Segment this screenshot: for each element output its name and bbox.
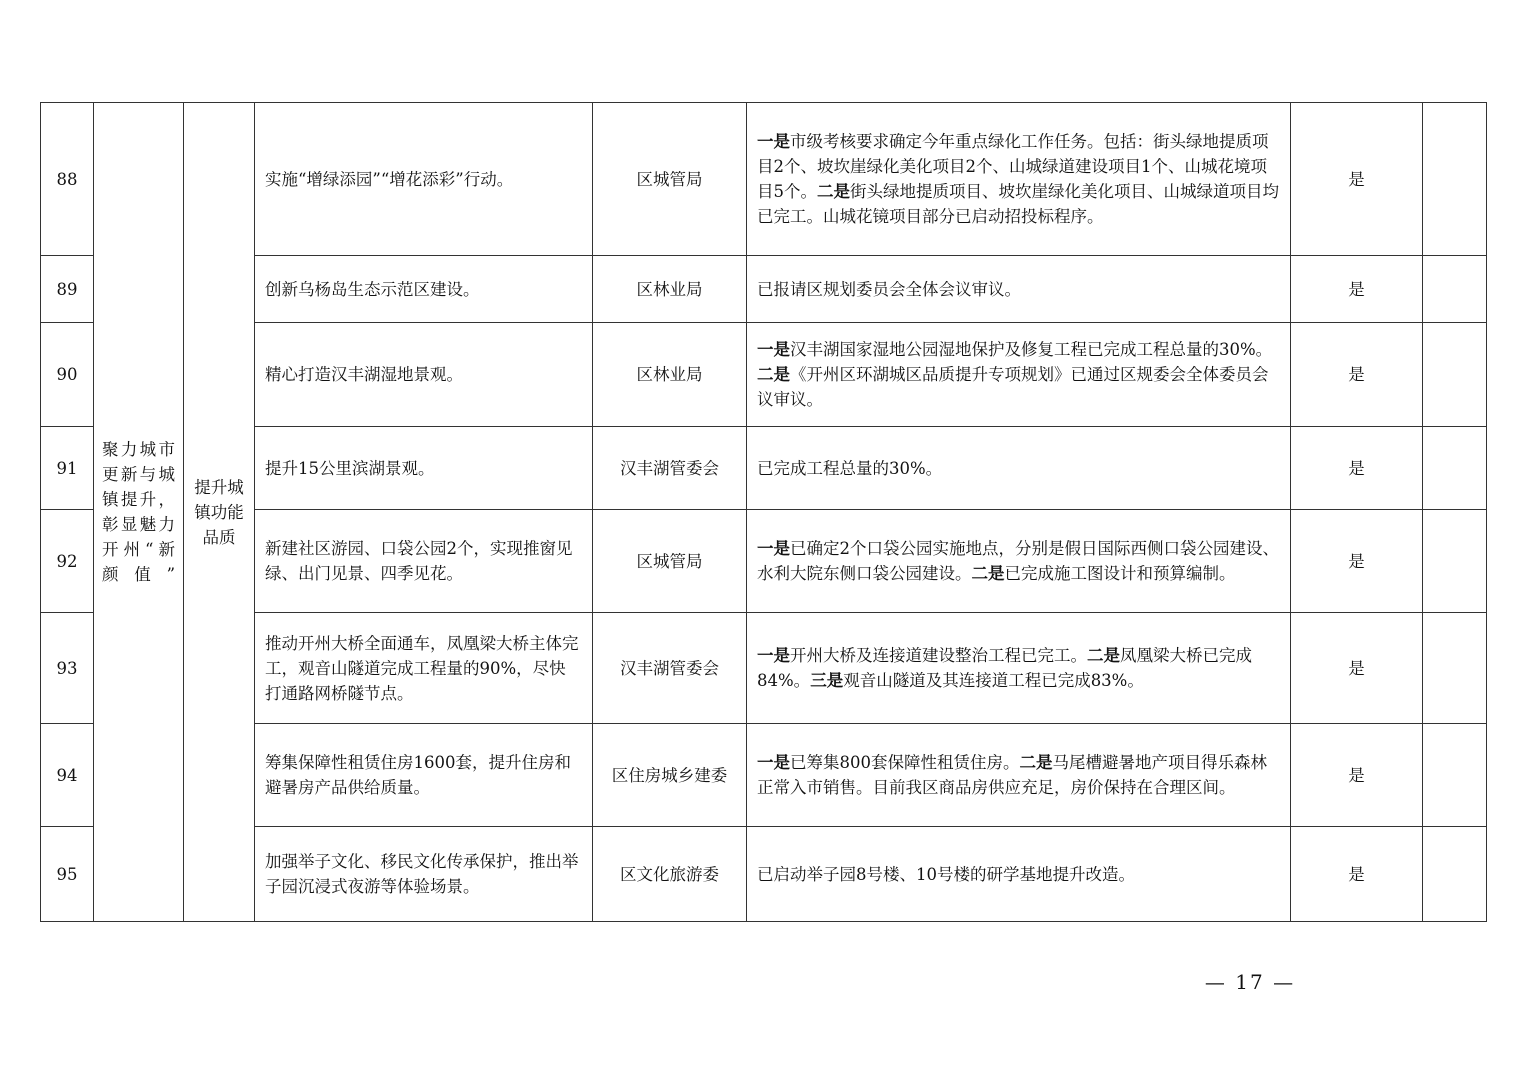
completed-cell: 是: [1291, 256, 1423, 323]
completed-cell: 是: [1291, 103, 1423, 256]
progress-cell: [747, 827, 1291, 922]
department-cell: 区城管局: [593, 103, 747, 256]
row-number: 89: [41, 256, 94, 323]
remark-cell: [1423, 827, 1487, 922]
task-cell: 实施“增绿添园”“增花添彩”行动。: [255, 103, 593, 256]
remark-cell: [1423, 613, 1487, 724]
table-row: [41, 427, 1487, 510]
task-cell: 新建社区游园、口袋公园2个，实现推窗见绿、出门见景、四季见花。: [255, 510, 593, 613]
department-cell: 区城管局: [593, 510, 747, 613]
completed-cell: 是: [1291, 827, 1423, 922]
progress-key: 一是: [757, 132, 790, 151]
progress-key: 二是: [1019, 753, 1053, 772]
category-cell: 聚力城市更新与城镇提升，彰显魅力开州“新颜值”: [94, 103, 184, 922]
progress-key: 二是: [1087, 646, 1120, 665]
progress-cell: [747, 323, 1291, 427]
completed-cell: 是: [1291, 613, 1423, 724]
department-cell: 区文化旅游委: [593, 827, 747, 922]
completed-cell: 是: [1291, 323, 1423, 427]
progress-key: 一是: [757, 340, 790, 359]
progress-key: 二是: [971, 564, 1005, 583]
department-cell: 区林业局: [593, 256, 747, 323]
progress-text: 已完成工程总量的30%。: [757, 458, 943, 478]
progress-text: 开州大桥及连接道建设整治工程已完工。: [790, 646, 1087, 665]
table-row: [41, 510, 1487, 613]
remark-cell: [1423, 724, 1487, 827]
progress-text: 《开州区环湖城区品质提升专项规划》已通过区规委会全体委员会议审议。: [757, 365, 1269, 409]
progress-key: 三是: [810, 671, 844, 690]
department-cell: 区住房城乡建委: [593, 724, 747, 827]
row-number: 91: [41, 427, 94, 510]
table-row: [41, 323, 1487, 427]
table-row: [41, 827, 1487, 922]
completed-cell: 是: [1291, 427, 1423, 510]
progress-cell: [747, 724, 1291, 827]
progress-key: 一是: [757, 753, 790, 772]
row-number: 88: [41, 103, 94, 256]
progress-text: 街头绿地提质项目、坡坎崖绿化美化项目、山城绿道项目均已完工。山城花镜项目部分已启动招投标程序。: [757, 182, 1279, 226]
row-number: 92: [41, 510, 94, 613]
table-row: [41, 103, 1487, 256]
table-row: [41, 613, 1487, 724]
row-number: 94: [41, 724, 94, 827]
progress-cell: [747, 103, 1291, 256]
completed-cell: 是: [1291, 724, 1423, 827]
task-cell: 提升15公里滨湖景观。: [255, 427, 593, 510]
remark-cell: [1423, 510, 1487, 613]
department-cell: 汉丰湖管委会: [593, 427, 747, 510]
task-cell: 加强举子文化、移民文化传承保护，推出举子园沉浸式夜游等体验场景。: [255, 827, 593, 922]
table-row: [41, 256, 1487, 323]
row-number: 95: [41, 827, 94, 922]
progress-text: 市级考核要求确定今年重点绿化工作任务。包括：街头绿地提质项目2个、坡坎崖绿化美化项目2个、山城绿道建设项目1个、山城花境项目5个。: [757, 132, 1269, 201]
remark-cell: [1423, 103, 1487, 256]
progress-text: 已启动举子园8号楼、10号楼的研学基地提升改造。: [757, 864, 1135, 884]
progress-text: 已报请区规划委员会全体会议审议。: [757, 279, 1021, 299]
task-cell: 创新乌杨岛生态示范区建设。: [255, 256, 593, 323]
progress-key: 二是: [757, 365, 790, 384]
progress-cell: [747, 256, 1291, 323]
department-cell: 汉丰湖管委会: [593, 613, 747, 724]
progress-cell: [747, 613, 1291, 724]
data-table: [40, 102, 1487, 922]
table-row: [41, 724, 1487, 827]
progress-text: 马尾槽避暑地产项目得乐森林正常入市销售。目前我区商品房供应充足，房价保持在合理区间。: [757, 753, 1267, 797]
progress-text: 已确定2个口袋公园实施地点，分别是假日国际西侧口袋公园建设、水利大院东侧口袋公园建设。: [757, 539, 1279, 583]
task-cell: 推动开州大桥全面通车，凤凰梁大桥主体完工，观音山隧道完成工程量的90%，尽快打通路网桥隧节点。: [255, 613, 593, 724]
subcategory-cell: 提升城镇功能品质: [184, 103, 255, 922]
progress-key: 一是: [757, 539, 790, 558]
progress-text: 凤凰梁大桥已完成84%。: [757, 646, 1252, 690]
progress-text: 已筹集800套保障性租赁住房。: [790, 753, 1020, 772]
progress-key: 一是: [757, 646, 790, 665]
completed-cell: 是: [1291, 510, 1423, 613]
progress-cell: [747, 510, 1291, 613]
progress-key: 二是: [817, 182, 850, 201]
progress-text: 已完成施工图设计和预算编制。: [1004, 564, 1236, 583]
remark-cell: [1423, 323, 1487, 427]
remark-cell: [1423, 427, 1487, 510]
page-number: — 17 —: [1204, 970, 1296, 994]
row-number: 90: [41, 323, 94, 427]
progress-text: 汉丰湖国家湿地公园湿地保护及修复工程已完成工程总量的30%。: [790, 340, 1273, 359]
task-cell: 筹集保障性租赁住房1600套，提升住房和避暑房产品供给质量。: [255, 724, 593, 827]
department-cell: 区林业局: [593, 323, 747, 427]
remark-cell: [1423, 256, 1487, 323]
progress-cell: [747, 427, 1291, 510]
task-cell: 精心打造汉丰湖湿地景观。: [255, 323, 593, 427]
progress-text: 观音山隧道及其连接道工程已完成83%。: [843, 671, 1144, 690]
row-number: 93: [41, 613, 94, 724]
